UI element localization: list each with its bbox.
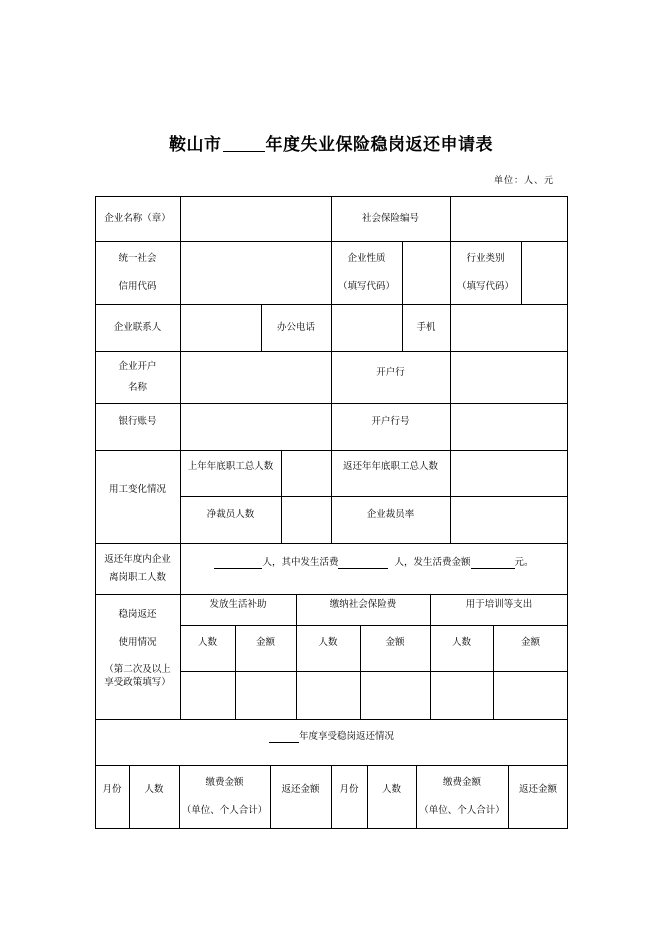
company-name-label: 企业名称（章） xyxy=(104,212,171,224)
contribution-amount-2-line1: 缴费金额 xyxy=(442,777,481,789)
headcount-header: 人数 xyxy=(144,784,164,796)
title-city: 鞍山市 xyxy=(169,135,222,155)
company-nature-field[interactable] xyxy=(403,242,450,304)
contribution-amount-header-2 xyxy=(416,765,508,828)
last-year-total-field[interactable] xyxy=(282,451,331,496)
social-insurance-amount-label: 金额 xyxy=(385,637,405,649)
living-subsidy-amount-field[interactable] xyxy=(236,672,296,719)
last-year-total-label: 上年年底职工总人数 xyxy=(187,460,274,472)
contribution-amount-line2: （单位、个人合计） xyxy=(181,804,268,816)
refund-amount-header-2: 返还金额 xyxy=(518,784,557,796)
contribution-amount-2-line2: （单位、个人合计） xyxy=(419,804,505,816)
separated-employees-sentence xyxy=(181,543,567,583)
training-amount-field[interactable] xyxy=(494,672,567,719)
account-name-label-line2: 名称 xyxy=(127,382,147,393)
refund-year-total-label: 返还年年底职工总人数 xyxy=(342,460,438,472)
separated-text-b: 人，发生活费金额 xyxy=(394,557,471,569)
industry-label-line2: （填写代码） xyxy=(456,280,514,292)
enjoyed-refund-title-text: 年度享受稳岗返还情况 xyxy=(298,731,394,743)
mobile-label: 手机 xyxy=(416,321,436,333)
net-layoff-field[interactable] xyxy=(282,497,331,543)
refund-year-total-field[interactable] xyxy=(451,451,567,496)
enjoyed-refund-title xyxy=(95,719,568,755)
unit-note: 单位：人、元 xyxy=(493,176,554,186)
title-text: 年度失业保险稳岗返还申请表 xyxy=(265,135,493,155)
separated-text-a: 人，其中发生活费 xyxy=(262,557,339,569)
usage-label-line3: （第二次及以上 xyxy=(104,664,171,675)
bank-no-field[interactable] xyxy=(451,404,567,450)
separated-text-c: 元。 xyxy=(514,557,534,569)
living-fee-count-blank[interactable] xyxy=(338,557,388,569)
training-headcount-label: 人数 xyxy=(451,637,471,649)
separated-employees-label xyxy=(95,543,180,594)
social-security-no-field[interactable] xyxy=(451,197,567,241)
layoff-rate-label: 企业裁员率 xyxy=(366,509,415,521)
social-insurance-amount-field[interactable] xyxy=(361,672,430,719)
credit-code-label-line2: 信用代码 xyxy=(118,280,157,292)
bank-account-label: 银行账号 xyxy=(118,416,157,428)
social-insurance-headcount-label: 人数 xyxy=(318,637,338,649)
separated-label-line1: 返还年度内企业 xyxy=(104,554,171,566)
month-header-2: 月份 xyxy=(339,784,359,796)
bank-no-label: 开户行号 xyxy=(371,416,410,428)
enjoyed-year-blank[interactable] xyxy=(269,731,299,743)
industry-label-line1: 行业类别 xyxy=(466,253,505,265)
industry-field[interactable] xyxy=(522,242,567,304)
month-header: 月份 xyxy=(102,784,122,796)
training-amount-label: 金额 xyxy=(520,637,540,649)
table-border-bottom xyxy=(95,828,568,829)
usage-label-line2: 使用情况 xyxy=(118,636,157,648)
company-nature-label-line2: （填写代码） xyxy=(337,280,395,292)
office-phone-label: 办公电话 xyxy=(276,321,315,333)
living-subsidy-header: 发放生活补助 xyxy=(209,598,267,610)
office-phone-field[interactable] xyxy=(332,305,402,351)
industry-label xyxy=(450,241,521,304)
net-layoff-label: 净裁员人数 xyxy=(206,509,255,521)
account-name-field[interactable] xyxy=(181,352,331,403)
refund-amount-header: 返还金额 xyxy=(281,784,320,796)
social-security-no-label: 社会保险编号 xyxy=(361,212,419,224)
company-name-field[interactable] xyxy=(181,197,331,241)
usage-label-line1: 稳岗返还 xyxy=(118,609,157,621)
contribution-amount-line1: 缴费金额 xyxy=(205,777,244,789)
account-name-label-line1: 企业开户 xyxy=(118,360,157,372)
social-insurance-headcount-field[interactable] xyxy=(297,672,360,719)
bank-field[interactable] xyxy=(451,352,567,403)
contact-field[interactable] xyxy=(181,305,261,351)
contribution-amount-header xyxy=(179,765,270,828)
company-nature-label xyxy=(331,241,402,304)
living-subsidy-amount-label: 金额 xyxy=(255,637,275,649)
bank-account-field[interactable] xyxy=(181,404,331,450)
separated-count-blank[interactable] xyxy=(214,557,262,569)
credit-code-field[interactable] xyxy=(181,242,331,304)
account-name-label xyxy=(95,351,180,403)
company-nature-label-line1: 企业性质 xyxy=(347,253,386,265)
credit-code-label xyxy=(95,241,180,304)
employment-change-label: 用工变化情况 xyxy=(108,484,166,496)
usage-label xyxy=(95,594,180,704)
layoff-rate-field[interactable] xyxy=(451,497,567,543)
headcount-header-2: 人数 xyxy=(381,784,401,796)
mobile-field[interactable] xyxy=(451,305,567,351)
living-fee-amount-blank[interactable] xyxy=(471,557,515,569)
living-subsidy-headcount-label: 人数 xyxy=(197,637,217,649)
training-headcount-field[interactable] xyxy=(431,672,493,719)
usage-label-line4: 享受政策填写） xyxy=(104,677,171,689)
bank-label: 开户行 xyxy=(376,367,405,379)
credit-code-label-line1: 统一社会 xyxy=(118,253,157,265)
social-insurance-header: 缴纳社会保险费 xyxy=(329,598,397,610)
training-header: 用于培训等支出 xyxy=(465,598,533,610)
contact-label: 企业联系人 xyxy=(113,321,162,333)
living-subsidy-headcount-field[interactable] xyxy=(181,672,235,719)
separated-label-line2: 离岗职工人数 xyxy=(108,571,166,583)
